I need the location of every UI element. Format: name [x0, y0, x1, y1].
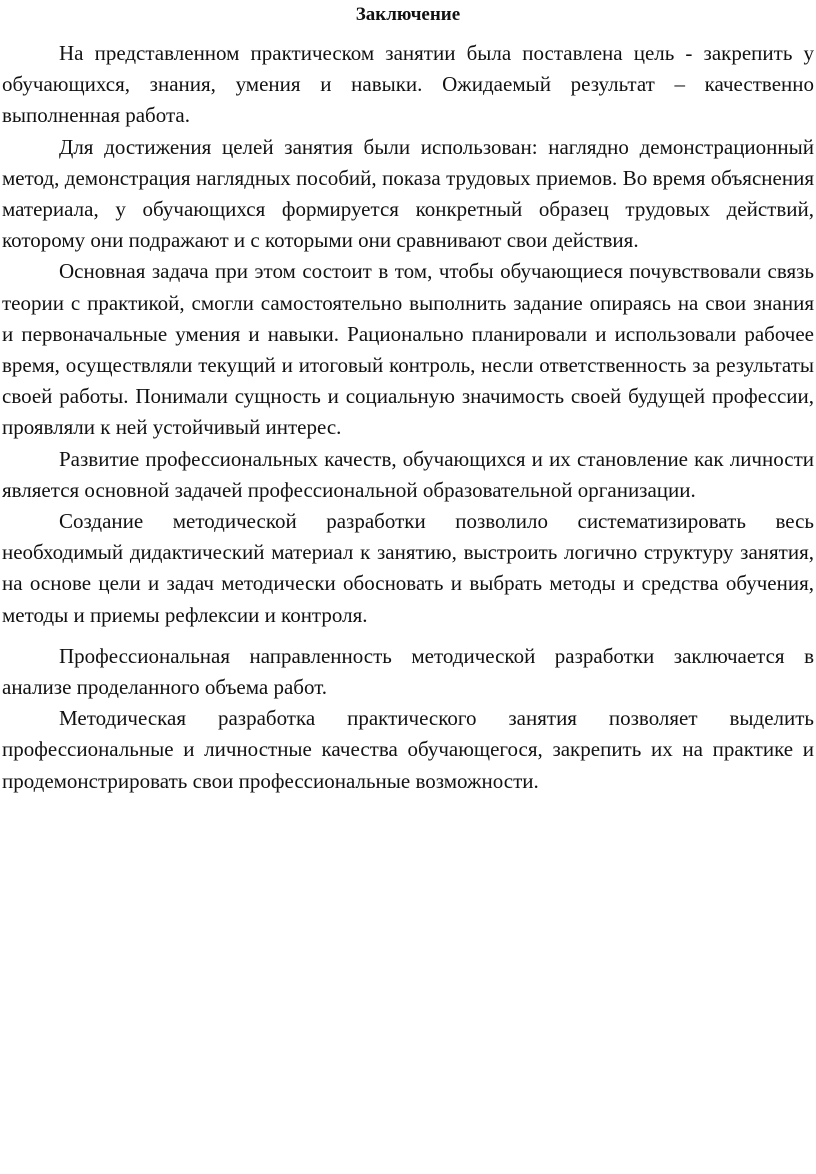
paragraph-conclusion: Методическая разработка практического занятия позволяет выделить профессиональные и личностные качества обучающегося, закрепить их на практике и продемонстрировать свои профессиональные возможности. [2, 706, 814, 793]
paragraph-main-task: Основная задача при этом состоит в том, чтобы обучающиеся почувствовали связь теории с практикой, смогли самостоятельно выполнить задание опираясь на свои знания и первоначальные умения и навыки. Рационально планировали и использовали рабочее время, осуществляли текущий и итоговый контроль, несли ответственность за результаты своей работы. Понимали сущность и социальную значимость своей будущей профессии, проявляли к ней устойчивый интерес. [2, 259, 814, 440]
paragraph-methods: Для достижения целей занятия были использован: наглядно демонстрационный метод, демонстрация наглядных пособий, показа трудовых приемов. Во время объяснения материала, у обучающихся формируется конкретный образец трудовых действий, которому они подражают и с которыми они сравнивают свои действия. [2, 134, 814, 253]
paragraph-development: Развитие профессиональных качеств, обучающихся и их становление как личности является основной задачей профессиональной образовательной организации. [2, 446, 814, 502]
paragraph-creation: Создание методической разработки позволило систематизировать весь необходимый дидактический материал к занятию, выстроить логично структуру занятия, на основе цели и задач методически обосновать и выбрать методы и средства обучения, методы и приемы рефлексии и контроля. [2, 509, 814, 627]
page-title: Заключение [355, 4, 461, 25]
paragraph-orientation: Профессиональная направленность методической разработки заключается в анализе проделанного объема работ. [2, 643, 814, 700]
paragraph-goal: На представленном практическом занятии была поставлена цель - закрепить у обучающихся, знания, умения и навыки. Ожидаемый результат – качественно выполненная работа. [2, 41, 814, 128]
